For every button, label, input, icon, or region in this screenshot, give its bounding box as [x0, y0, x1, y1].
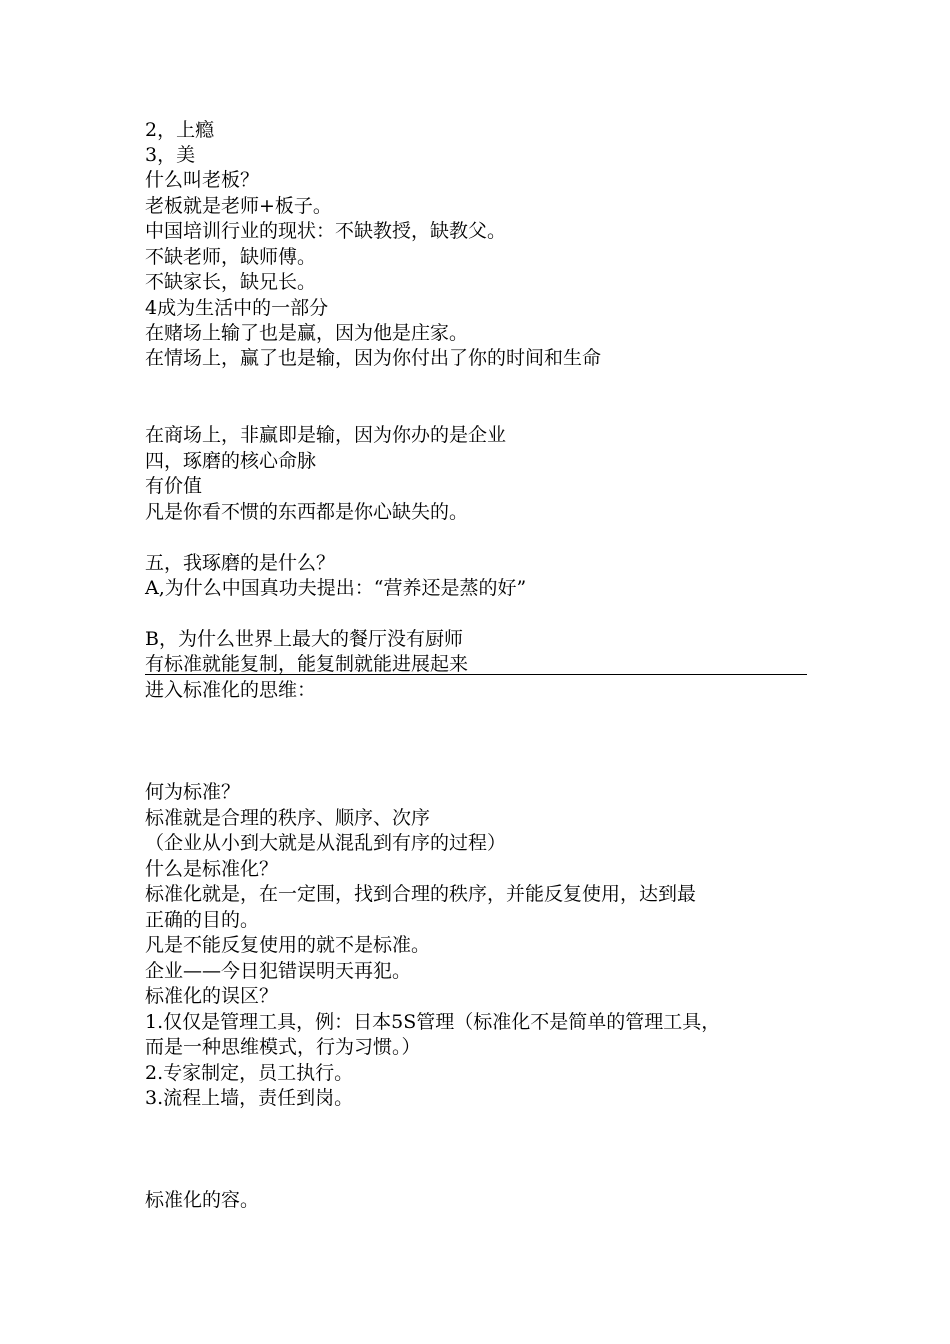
text-line: 标准化的误区？ [145, 985, 279, 1007]
text-line: 进入标准化的思维： [145, 679, 317, 701]
text-line: 在赌场上输了也是赢，因为他是庄家。 [145, 322, 469, 344]
text-line: A,为什么中国真功夫提出：“营养还是蒸的好” [145, 577, 527, 599]
text-line: 企业——今日犯错误明天再犯。 [145, 960, 412, 982]
text-line: 3.流程上墙，责任到岗。 [145, 1087, 354, 1109]
text-line: 2，上瘾 [145, 119, 215, 141]
text-line: 2.专家制定，员工执行。 [145, 1062, 354, 1084]
text-line: 中国培训行业的现状：不缺教授，缺教父。 [145, 220, 507, 242]
text-line: 4成为生活中的一部分 [145, 297, 329, 319]
text-line: 有标准就能复制，能复制就能进展起来 [145, 653, 469, 675]
text-line: 1.仅仅是管理工具，例：日本5S管理（标准化不是简单的管理工具， [145, 1011, 721, 1033]
text-line: 在商场上，非赢即是输，因为你办的是企业 [145, 424, 507, 446]
text-line: 在情场上，赢了也是输，因为你付出了你的时间和生命 [145, 347, 602, 369]
text-line: B，为什么世界上最大的餐厅没有厨师 [145, 628, 463, 650]
text-line: 不缺老师，缺师傅。 [145, 246, 317, 268]
text-line: 标准就是合理的秩序、顺序、次序 [145, 807, 431, 829]
text-line: 而是一种思维模式，行为习惯。） [145, 1036, 421, 1058]
text-line: 什么叫老板？ [145, 169, 260, 191]
text-line: 五，我琢磨的是什么？ [145, 552, 336, 574]
text-line: 老板就是老师+板子。 [145, 195, 332, 217]
text-line: 标准化就是，在一定围，找到合理的秩序，并能反复使用，达到最 [145, 883, 697, 905]
text-line: 标准化的容。 [145, 1189, 260, 1211]
text-line: 3，美 [145, 144, 196, 166]
text-line: 什么是标准化？ [145, 858, 279, 880]
horizontal-rule [145, 674, 807, 675]
text-line: 有价值 [145, 475, 203, 497]
text-line: 四，琢磨的核心命脉 [145, 450, 317, 472]
text-line: （企业从小到大就是从混乱到有序的过程） [145, 832, 507, 854]
text-line: 凡是不能反复使用的就不是标准。 [145, 934, 431, 956]
text-line: 不缺家长，缺兄长。 [145, 271, 317, 293]
text-line: 何为标准？ [145, 781, 241, 803]
text-line: 凡是你看不惯的东西都是你心缺失的。 [145, 501, 469, 523]
text-line: 正确的目的。 [145, 909, 260, 931]
